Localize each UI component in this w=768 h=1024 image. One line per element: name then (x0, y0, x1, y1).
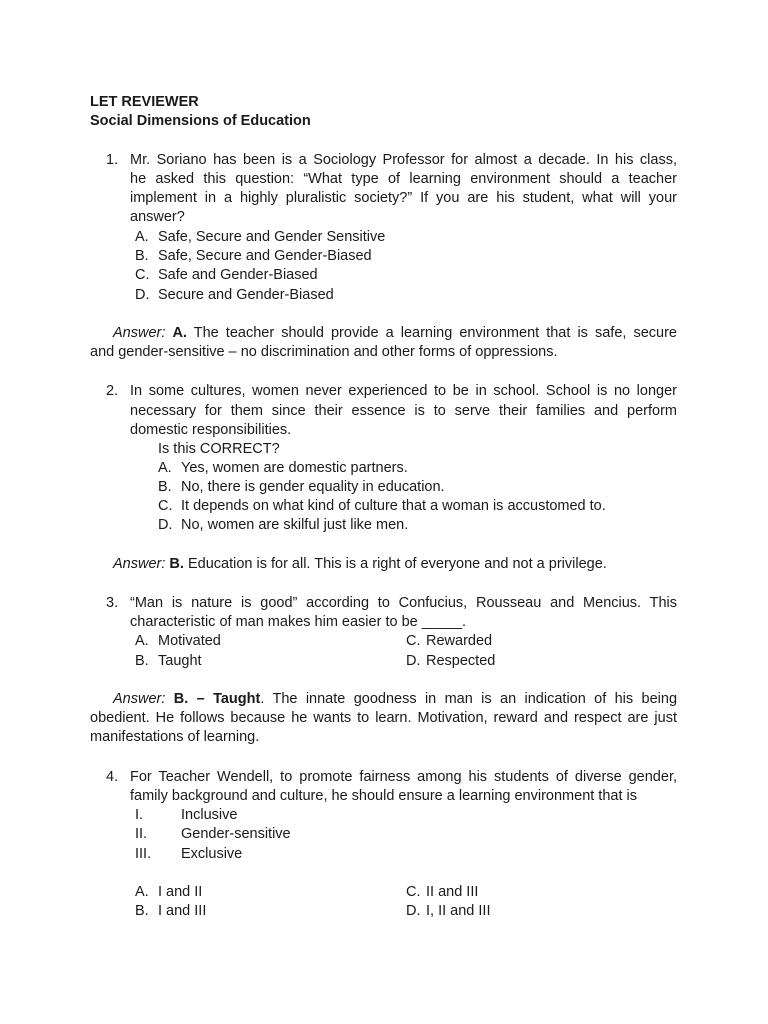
choice-text: Safe, Secure and Gender Sensitive (158, 229, 386, 245)
choice-text: Rewarded (426, 633, 493, 649)
question-text-line: answer? (130, 209, 185, 225)
roman-numeral: III. (135, 846, 152, 862)
answer-line: obedient. He follows because he wants to learn. Motivation, reward and respect are just (90, 710, 677, 726)
choice-text: Safe, Secure and Gender-Biased (158, 248, 372, 264)
answer-label: Answer: (113, 691, 166, 707)
choice-text: Motivated (158, 633, 221, 649)
question-text-line: necessary for them since their essence is to serve their families and perform (130, 403, 677, 419)
statement-text: Gender-sensitive (181, 826, 291, 842)
answer-line: and gender-sensitive – no discrimination and other forms of oppressions. (90, 344, 558, 360)
roman-numeral: I. (135, 807, 144, 823)
answer-key: A. (172, 325, 187, 341)
answer-block (90, 324, 677, 362)
choice-text: Taught (158, 653, 202, 669)
question-text-line: characteristic of man makes him easier to be _____. (130, 614, 467, 630)
choice-letter: B. (135, 653, 149, 669)
choice-letter: D. (406, 653, 421, 669)
choice-text: It depends on what kind of culture that a woman is accustomed to. (181, 498, 606, 514)
answer-label: Answer: (113, 556, 166, 572)
choice-letter: D. (135, 287, 150, 303)
choice-letter: D. (158, 517, 173, 533)
answer-explanation: The teacher should provide a learning environment that is safe, secure (193, 325, 677, 341)
document-subtitle: Social Dimensions of Education (90, 113, 311, 129)
choice-text: Respected (426, 653, 496, 669)
question-text-line: implement in a highly pluralistic society?” If you are his student, what will your (130, 190, 677, 206)
choice-letter: C. (406, 884, 421, 900)
answer-line (113, 555, 607, 574)
answer-explanation: Education is for all. This is a right of everyone and not a privilege. (187, 556, 607, 572)
statement-text: Inclusive (181, 807, 238, 823)
choice-text: Safe and Gender-Biased (158, 267, 318, 283)
answer-block (90, 690, 677, 747)
choice-letter: A. (135, 633, 149, 649)
choice-text: No, women are skilful just like men. (181, 517, 409, 533)
question-text-line: For Teacher Wendell, to promote fairness among his students of diverse gender, (130, 769, 677, 785)
choice-text: I, II and III (426, 903, 491, 919)
choice-letter: C. (135, 267, 150, 283)
choice-letter: C. (158, 498, 173, 514)
choice-text: II and III (426, 884, 479, 900)
choice-text: No, there is gender equality in education. (181, 479, 445, 495)
question-number: 3. (106, 595, 119, 611)
choice-letter: A. (135, 884, 149, 900)
question-text-line: Is this CORRECT? (158, 441, 280, 457)
statement-text: Exclusive (181, 846, 243, 862)
question-text-line: Mr. Soriano has been is a Sociology Professor for almost a decade. In his class, (130, 152, 677, 168)
answer-explanation: . The innate goodness in man is an indication of his being (260, 691, 678, 707)
answer-key: B. – Taught (173, 691, 261, 707)
choice-text: I and II (158, 884, 203, 900)
roman-numeral: II. (135, 826, 148, 842)
question-number: 4. (106, 769, 119, 785)
choice-text: I and III (158, 903, 207, 919)
choice-letter: B. (135, 903, 149, 919)
answer-label: Answer: (113, 325, 166, 341)
choice-letter: C. (406, 633, 421, 649)
answer-line (90, 690, 677, 709)
choice-letter: B. (135, 248, 149, 264)
choice-letter: A. (135, 229, 149, 245)
answer-key: B. (169, 556, 184, 572)
answer-line (90, 324, 677, 343)
question-text-line: “Man is nature is good” according to Confucius, Rousseau and Mencius. This (130, 595, 677, 611)
choice-letter: A. (158, 460, 172, 476)
question-text-line: In some cultures, women never experienced to be in school. School is no longer (130, 383, 677, 399)
question-number: 2. (106, 383, 119, 399)
question-text-line: family background and culture, he should ensure a learning environment that is (130, 788, 637, 804)
answer-line: manifestations of learning. (90, 729, 260, 745)
document-title: LET REVIEWER (90, 94, 199, 110)
choice-letter: D. (406, 903, 421, 919)
question-text-line: he asked this question: “What type of learning environment should a teacher (130, 171, 677, 187)
choice-text: Yes, women are domestic partners. (181, 460, 408, 476)
question-number: 1. (106, 152, 119, 168)
question-text-line: domestic responsibilities. (130, 422, 292, 438)
choice-letter: B. (158, 479, 172, 495)
choice-text: Secure and Gender-Biased (158, 287, 334, 303)
